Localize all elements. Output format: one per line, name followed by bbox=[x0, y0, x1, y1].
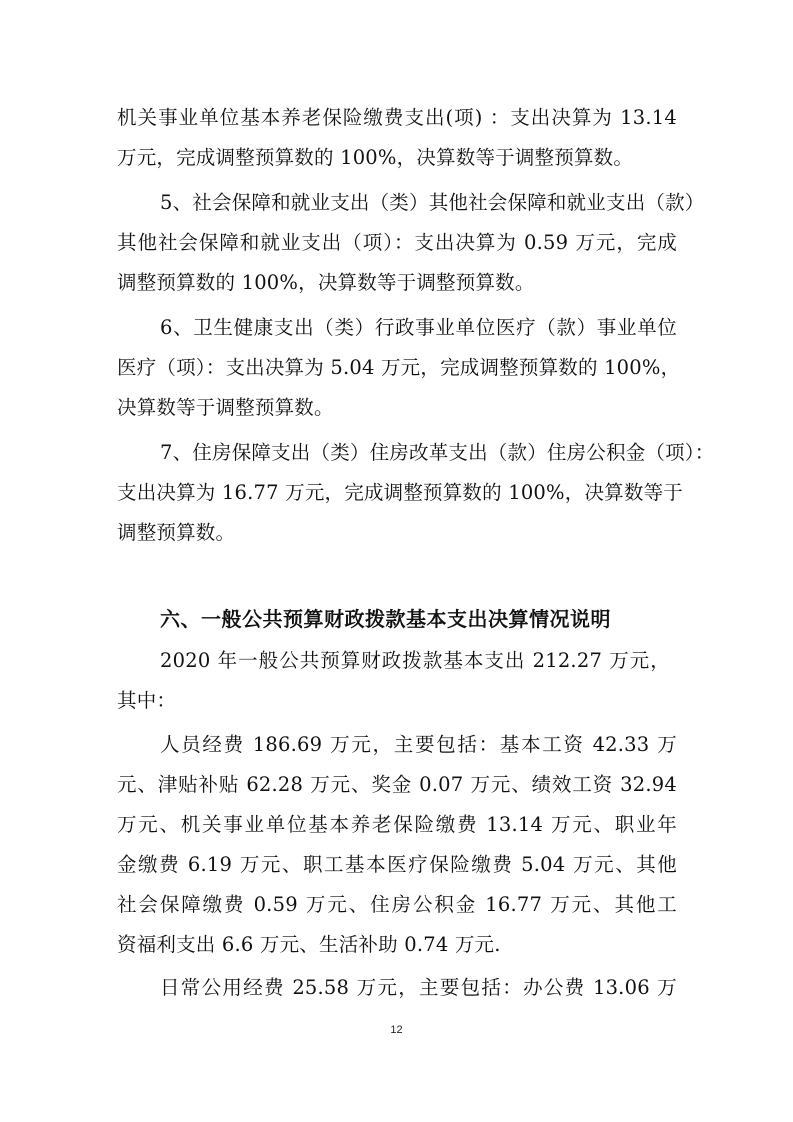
paragraph-line: 机关事业单位基本养老保险缴费支出(项) ：支出决算为 13.14 bbox=[117, 106, 677, 129]
paragraph-line: 元、津贴补贴 62.28 万元、奖金 0.07 万元、绩效工资 32.94 bbox=[117, 773, 677, 796]
paragraph-line: 2020 年一般公共预算财政拨款基本支出 212.27 万元， bbox=[160, 649, 670, 672]
paragraph-line: 6、卫生健康支出（类）行政事业单位医疗（款）事业单位 bbox=[160, 316, 677, 339]
paragraph-line: 日常公用经费 25.58 万元，主要包括：办公费 13.06 万 bbox=[160, 976, 677, 999]
paragraph-line: 金缴费 6.19 万元、职工基本医疗保险缴费 5.04 万元、其他 bbox=[117, 853, 677, 876]
paragraph-line: 5、社会保障和就业支出（类）其他社会保障和就业支出（款） bbox=[160, 191, 705, 214]
paragraph-line: 其他社会保障和就业支出（项）：支出决算为 0.59 万元，完成 bbox=[117, 231, 677, 254]
paragraph-line: 调整预算数的 100%，决算数等于调整预算数。 bbox=[117, 271, 535, 294]
paragraph-line: 7、住房保障支出（类）住房改革支出（款）住房公积金（项）： bbox=[160, 441, 715, 464]
paragraph-line: 医疗（项）：支出决算为 5.04 万元，完成调整预算数的 100%， bbox=[117, 356, 681, 379]
paragraph-line: 资福利支出 6.6 万元、生活补助 0.74 万元. bbox=[117, 933, 501, 956]
paragraph-line: 万元，完成调整预算数的 100%，决算数等于调整预算数。 bbox=[117, 146, 634, 169]
paragraph-line: 万元、机关事业单位基本养老保险缴费 13.14 万元、职业年 bbox=[117, 813, 677, 836]
paragraph-line: 支出决算为 16.77 万元，完成调整预算数的 100%，决算数等于 bbox=[117, 481, 683, 504]
paragraph-line: 社会保障缴费 0.59 万元、住房公积金 16.77 万元、其他工 bbox=[117, 893, 677, 916]
page-number: 12 bbox=[390, 1024, 403, 1036]
paragraph-line: 调整预算数。 bbox=[117, 521, 236, 544]
section-heading: 六、一般公共预算财政拨款基本支出决算情况说明 bbox=[160, 607, 611, 631]
paragraph-line: 决算数等于调整预算数。 bbox=[117, 396, 334, 419]
paragraph-line: 其中： bbox=[117, 689, 177, 712]
paragraph-line: 人员经费 186.69 万元，主要包括：基本工资 42.33 万 bbox=[160, 733, 677, 756]
